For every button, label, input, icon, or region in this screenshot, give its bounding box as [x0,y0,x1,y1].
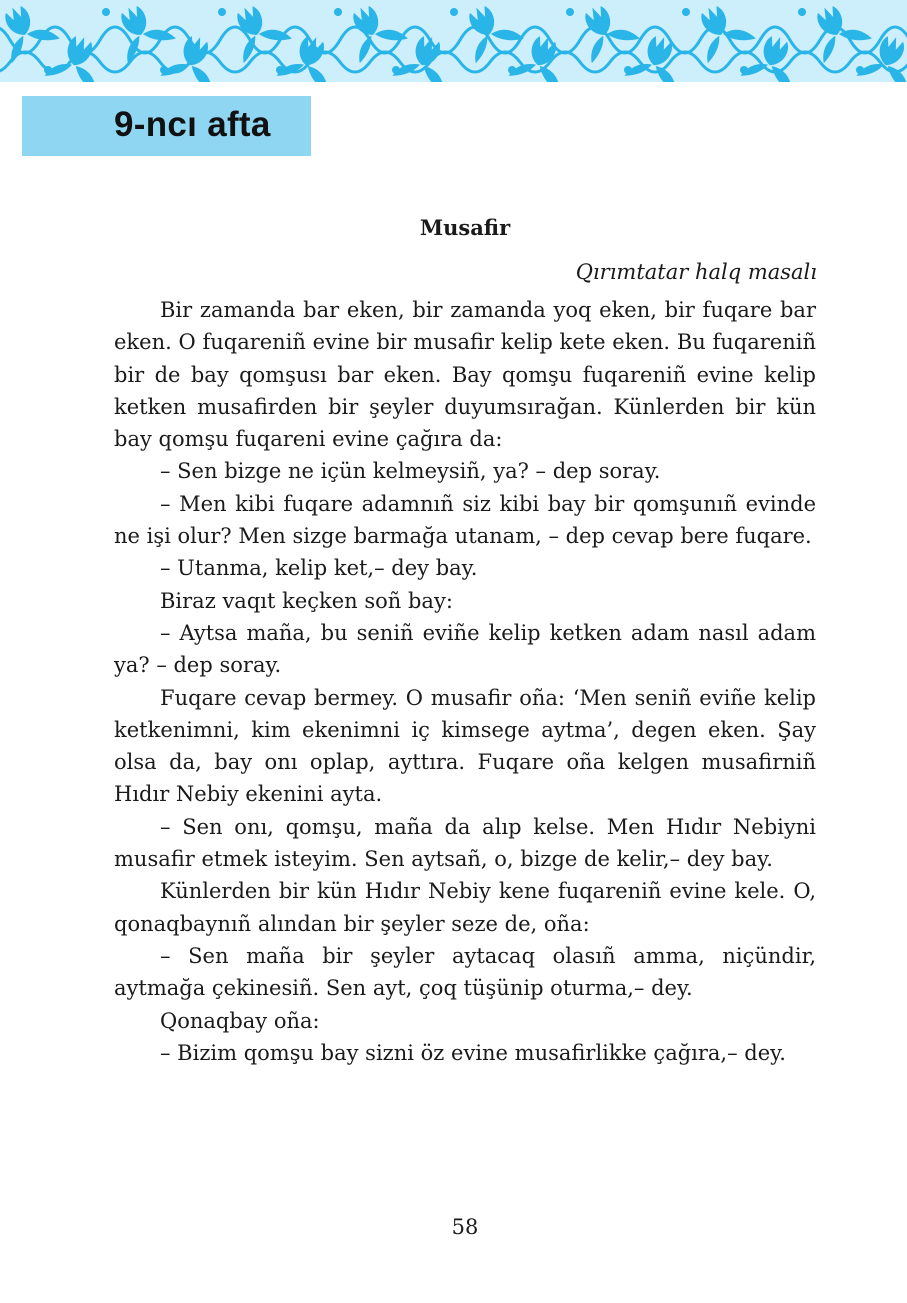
story-subtitle: Qırımtatar halq masalı [575,260,817,284]
paragraph: Qonaqbay oña: [160,1008,320,1033]
week-title: 9-ncı afta [114,105,271,144]
paragraph: – Men kibi fuqare adamnıñ siz kibi bay bir qomşunıñ evinde ne işi olur? Men sizge barmağa utanam, – dep cevap bere fuqare. [114,491,816,549]
story-title: Musafir [419,215,511,240]
paragraph: – Sen onı, qomşu, maña da alıp kelse. Men Hıdır Nebiyni musafir etmek isteyim. Sen aytsañ, o, bizge de kelir,– dey bay. [114,814,816,872]
paragraph: Fuqare cevap bermey. O musafir oña: ‘Men seniñ eviñe kelip ketkenimni, kim ekenimni iç kimsege aytma’, degen eken. Şay olsa da, bay onı oplap, ayttıra. Fuqare oña kelgen musafirniñ Hıdır Nebiy ekenini ayta. [114,685,816,807]
floral-ornament-icon [0,0,907,82]
decorative-banner [0,0,907,82]
paragraph: – Aytsa maña, bu seniñ eviñe kelip ketken adam nasıl adam ya? – dep soray. [114,620,816,678]
paragraph: Bir zamanda bar eken, bir zamanda yoq eken, bir fuqare bar eken. O fuqareniñ evine bir musafir kelip kete eken. Bu fuqareniñ bir de bay qomşusı bar eken. Bay qomşu fuqareniñ evine kelip ketken musafirden bir şeyler duyumsırağan. Künlerden bir kün bay qomşu fuqareni evine çağıra da: [114,298,816,452]
week-header-box [22,96,311,156]
paragraph: – Sen maña bir şeyler aytacaq olasıñ amma, niçündir, aytmağa çekinesiñ. Sen ayt, çoq tüşünip oturma,– dey. [114,943,816,1001]
paragraph: – Utanma, kelip ket,– dey bay. [160,556,478,581]
paragraph: – Sen bizge ne içün kelmeysiñ, ya? – dep soray. [160,459,661,484]
paragraph: Biraz vaqıt keçken soñ bay: [160,588,453,613]
paragraph: Künlerden bir kün Hıdır Nebiy kene fuqareniñ evine kele. O, qonaqbaynıñ alından bir şeyler seze de, oña: [114,879,816,936]
page-number: 58 [451,1215,479,1239]
story-body [114,294,816,1069]
paragraph: – Bizim qomşu bay sizni öz evine musafirlikke çağıra,– dey. [160,1040,786,1065]
